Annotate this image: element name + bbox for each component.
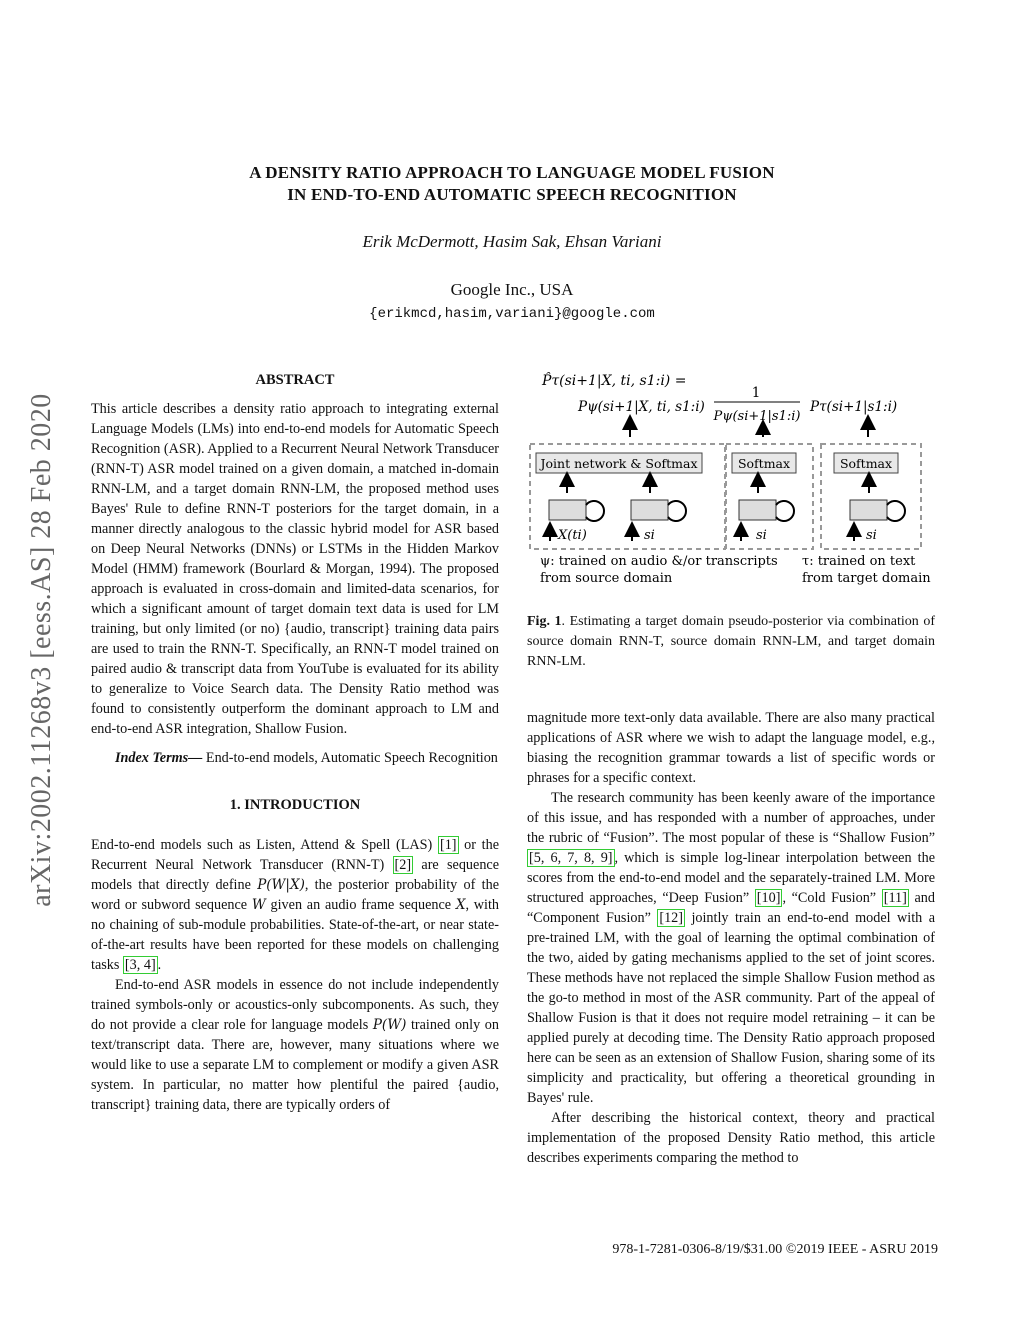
right-column xyxy=(527,708,935,1168)
joint-network-label: Joint network & Softmax xyxy=(540,456,698,471)
recurrent-cell-prediction xyxy=(631,500,686,521)
figure-1-diagram xyxy=(520,365,940,595)
recurrent-cell-source-lm xyxy=(739,500,794,521)
eq-frac-denominator: Pψ(si+1|s1:i) xyxy=(713,409,801,424)
input-symbol-label: si xyxy=(866,528,877,543)
input-symbol-label: si xyxy=(756,528,767,543)
eq-source-rnnt: Pψ(si+1|X, ti, s1:i) xyxy=(578,399,705,415)
intro-heading: 1. INTRODUCTION xyxy=(229,797,361,813)
input-symbol-label: si xyxy=(644,528,655,543)
recurrent-cell-target-lm xyxy=(850,500,905,521)
eq-target-posterior: P̂τ(si+1|X, ti, s1:i) = xyxy=(542,373,687,389)
citation-link[interactable]: [3, 4] xyxy=(124,957,156,973)
input-audio-label: X(ti) xyxy=(558,528,587,543)
citation-link[interactable]: [11] xyxy=(883,890,907,906)
arxiv-sidebar xyxy=(12,340,72,960)
abstract-heading: ABSTRACT xyxy=(255,372,335,388)
psi-label-line1: ψ: trained on audio &/or transcripts xyxy=(540,554,778,569)
citation-link[interactable]: [1] xyxy=(439,837,457,853)
figure-1-caption: Fig. 1. Estimating a target domain pseudo-posterior via combination of source domain RNN-T, source domain RNN-LM, and target domain RNN-LM. xyxy=(527,614,935,669)
right-paragraph-1: magnitude more text-only data available. There are also many practical applications of ASR where we wish to adapt the language model, e.g., biasing the recognition grammar towards a list of specific words or phrases for a specific context. xyxy=(527,710,935,786)
authors: Erik McDermott, Hasim Sak, Ehsan Variani xyxy=(362,232,662,251)
index-terms xyxy=(91,748,499,768)
figure-1-caption-label: Fig. 1 xyxy=(527,614,562,629)
citation-link[interactable]: [10] xyxy=(756,890,781,906)
arxiv-identifier: arXiv:2002.11268v3 [eess.AS] 28 Feb 2020 xyxy=(26,393,57,907)
eq-frac-numerator: 1 xyxy=(751,385,761,401)
citation-link[interactable]: [2] xyxy=(394,857,412,873)
right-paragraph-3: After describing the historical context, theory and practical implementation of the proposed Density Ratio method, this article describes experiments comparing the method to xyxy=(527,1110,935,1166)
left-column xyxy=(91,370,499,1115)
index-terms-text: End-to-end models, Automatic Speech Recognition xyxy=(202,750,498,766)
softmax-label-source: Softmax xyxy=(737,456,791,471)
abstract-text: This article describes a density ratio approach to integrating external Language Models (LMs) into end-to-end models for Automatic Speech Recognition (ASR). Applied to a Recurrent Neural Network Transducer (RNN-T) ASR model trained on a given domain, a matched in-domain RNN-LM, and a target domain RNN-LM, the proposed method uses Bayes' Rule to define RNN-T posteriors for the target domain, in a manner directly analogous to the classic hybrid model for ASR based on Deep Neural Networks (DNNs) or LSTMs in the Hidden Markov Model (HMM) framework (Bourlard & Morgan, 1994). The proposed approach is evaluated in cross-domain and limited-data scenarios, for which a significant amount of target domain text data is used for LM training, but only limited (or no) {audio, transcript} training data pairs are used to train the RNN-T. Specifically, an RNN-T model trained on paired audio & transcript data from YouTube is evaluated for its ability to generalize to Voice Search data. The Density Ratio method was found to consistently outperform the dominant approach to LM and end-to-end ASR integration, Shallow Fusion. xyxy=(91,401,499,737)
eq-target-lm: Pτ(si+1|s1:i) xyxy=(810,399,898,415)
tau-label-line1: τ: trained on text xyxy=(802,554,916,569)
right-paragraph-2: The research community has been keenly aware of the importance of this issue, and has responded with a number of approaches, under the rubric of “Fusion”. The most popular of these is “Shallow Fusion” [5, 6, 7, 8, 9] , which is simple log-linear interpolation between the scores from the end-to-end model and the separately-trained LM. More structured approaches, “Deep Fusion” [10] , “Cold Fusion” [11] and “Component Fusion” [12] jointly train an end-to-end model with a pre-trained LM, with the goal of learning the optimal combination of the two, aided by gating mechanisms applied to the set of joint scores. These methods have not replaced the simple Shallow Fusion method as the go-to method in most of the ASR community. Part of the appeal of Shallow Fusion is that it does not require model retraining – it can be applied purely at decoding time. The Density Ratio approach proposed here can be seen as an extension of Shallow Fusion, sharing some of its simplicity and practicality, but offering a theoretical grounding in Bayes' rule. xyxy=(527,790,936,1106)
email: {erikmcd,hasim,variani}@google.com xyxy=(369,306,655,322)
paper-title-line1: A DENSITY RATIO APPROACH TO LANGUAGE MODEL FUSION xyxy=(249,163,775,182)
tau-label-line2: from target domain xyxy=(802,571,931,586)
index-terms-label: Index Terms— xyxy=(115,750,203,766)
intro-paragraph-1: End-to-end models such as Listen, Attend & Spell (LAS) [1] or the Recurrent Neural Network Transducer (RNN-T) [2] are sequence models that directly define P(W|X), the posterior probability of the word or subword sequence W given an audio frame sequence X, with no chaining of sub-module probabilities. State-of-the-art, or near state-of-the-art results have been reported for these models on challenging tasks [3, 4] . xyxy=(91,837,500,973)
psi-label-line2: from source domain xyxy=(540,571,673,586)
citation-link[interactable]: [12] xyxy=(659,910,683,926)
recurrent-cell-encoder xyxy=(549,500,604,521)
citation-link[interactable]: [5, 6, 7, 8, 9] xyxy=(529,850,613,866)
affiliation: Google Inc., USA xyxy=(450,280,574,299)
softmax-label-target: Softmax xyxy=(839,456,893,471)
paper-title-line2: IN END-TO-END AUTOMATIC SPEECH RECOGNITION xyxy=(287,185,737,204)
intro-paragraph-2: End-to-end ASR models in essence do not include independently trained symbols-only or acoustics-only subcomponents. As such, they do not provide a clear role for language models P(W) trained only on text/transcript data. There are, however, many situations where we would like to use a separate LM to complement or modify a given ASR system. In particular, no matter how plentiful the paired {audio, transcript} training data, there are typically orders of xyxy=(91,977,499,1113)
copyright-footer: 978-1-7281-0306-8/19/$31.00 ©2019 IEEE - ASRU 2019 xyxy=(612,1242,938,1257)
